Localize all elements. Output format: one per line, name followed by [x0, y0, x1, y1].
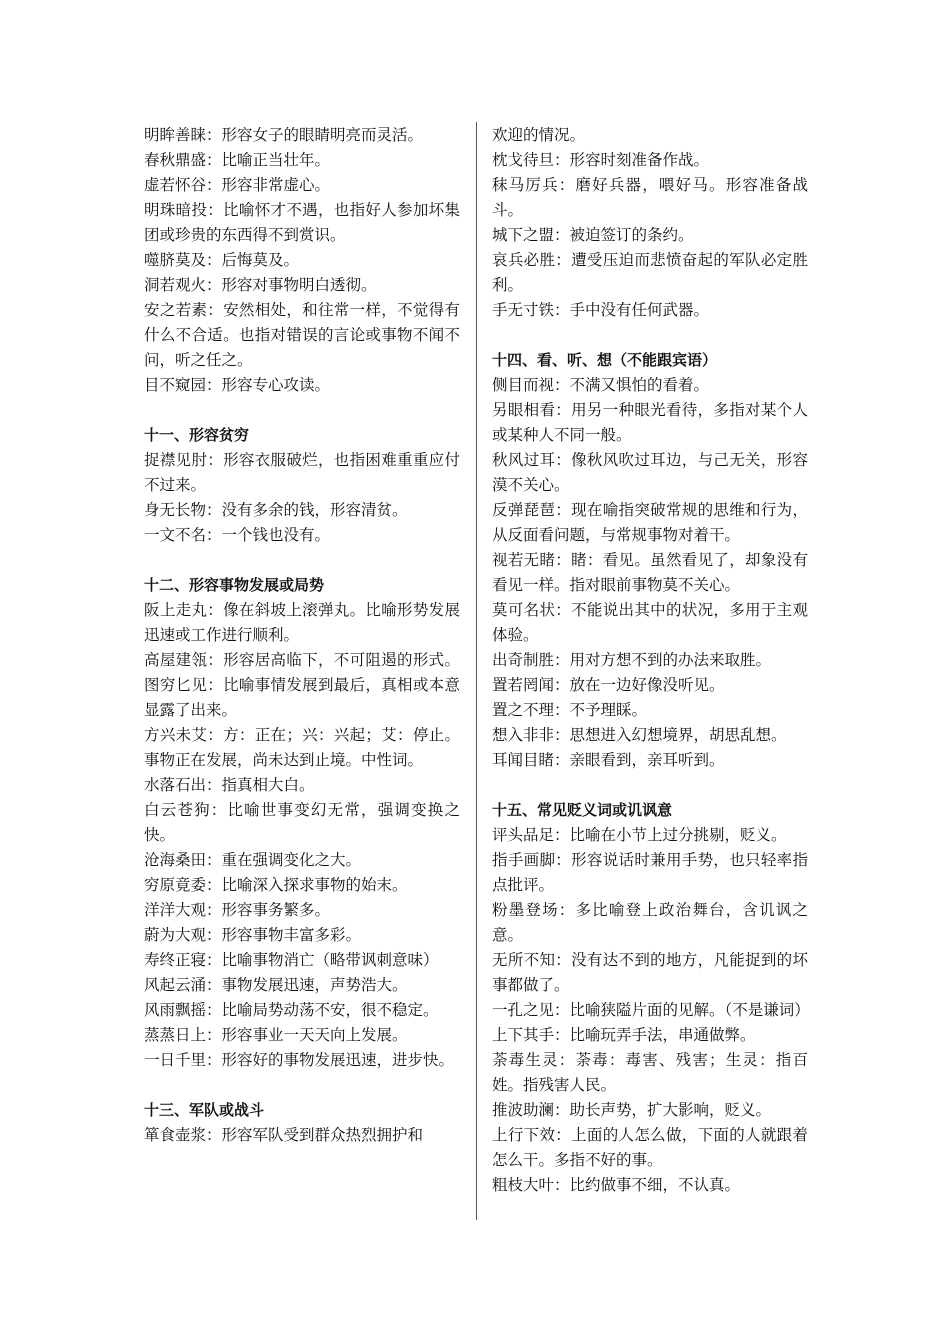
- idiom-entry: 风雨飘摇：比喻局势动荡不安，很不稳定。: [144, 1001, 439, 1019]
- section-heading: 十四、看、听、想（不能跟宾语）: [492, 351, 718, 369]
- idiom-entry: 想入非非：思想进入幻想境界，胡思乱想。: [492, 726, 787, 744]
- idiom-entry: 一日千里：形容好的事物发展迅速，进步快。: [144, 1051, 455, 1069]
- idiom-entry: 身无长物：没有多余的钱，形容清贫。: [144, 501, 408, 519]
- idiom-entry: 洋洋大观：形容事务繁多。: [144, 901, 331, 919]
- section-heading: 十二、形容事物发展或局势: [144, 576, 325, 594]
- idiom-entry: 寿终正寝：比喻事物消亡（略带讽刺意味）: [144, 951, 439, 969]
- section-heading: 十五、常见贬义词或讥讽意: [492, 801, 673, 819]
- idiom-entry: 手无寸铁：手中没有任何武器。: [492, 301, 710, 319]
- idiom-entry: 秣马厉兵：磨好兵器，喂好马。形容准备战斗。: [492, 176, 808, 219]
- idiom-entry: 哀兵必胜：遭受压迫而悲愤奋起的军队必定胜利。: [492, 251, 808, 294]
- idiom-entry: 欢迎的情况。: [492, 126, 586, 144]
- idiom-entry: 风起云涌：事物发展迅速，声势浩大。: [144, 976, 408, 994]
- idiom-entry: 捉襟见肘：形容衣服破烂，也指困难重重应付不过来。: [144, 451, 460, 494]
- idiom-entry: 白云苍狗：比喻世事变幻无常，强调变换之快。: [144, 801, 460, 844]
- right-column: [492, 123, 808, 1198]
- idiom-entry: 阪上走丸：像在斜坡上滚弹丸。比喻形势发展迅速或工作进行顺利。: [144, 601, 460, 644]
- idiom-entry: 另眼相看：用另一种眼光看待，多指对某个人或某种人不同一般。: [492, 401, 808, 444]
- section-heading: 十一、形容贫穷: [144, 426, 250, 444]
- idiom-entry: 侧目而视：不满又惧怕的看着。: [492, 376, 710, 394]
- column-divider: [476, 122, 477, 1220]
- idiom-entry: 春秋鼎盛：比喻正当壮年。: [144, 151, 331, 169]
- idiom-entry: 出奇制胜：用对方想不到的办法来取胜。: [492, 651, 772, 669]
- idiom-entry: 耳闻目睹：亲眼看到，亲耳听到。: [492, 751, 725, 769]
- idiom-entry: 莫可名状：不能说出其中的状况，多用于主观体验。: [492, 601, 808, 644]
- idiom-entry: 反弹琵琶：现在喻指突破常规的思维和行为，从反面看问题，与常规事物对着干。: [492, 501, 808, 544]
- idiom-entry: 穷原竟委：比喻深入探求事物的始末。: [144, 876, 408, 894]
- idiom-entry: 无所不知：没有达不到的地方，凡能捉到的坏事都做了。: [492, 951, 808, 994]
- idiom-entry: 上行下效：上面的人怎么做，下面的人就跟着怎么干。多指不好的事。: [492, 1126, 808, 1169]
- idiom-entry: 虚若怀谷：形容非常虚心。: [144, 176, 331, 194]
- idiom-entry: 一文不名：一个钱也没有。: [144, 526, 331, 544]
- idiom-entry: 一孔之见：比喻狭隘片面的见解。（不是谦词）: [492, 1001, 810, 1019]
- idiom-entry: 沧海桑田：重在强调变化之大。: [144, 851, 362, 869]
- idiom-entry: 明珠暗投：比喻怀才不遇，也指好人参加坏集团或珍贵的东西得不到赏识。: [144, 201, 460, 244]
- idiom-entry: 洞若观火：形容对事物明白透彻。: [144, 276, 377, 294]
- idiom-entry: 粗枝大叶：比约做事不细，不认真。: [492, 1176, 741, 1194]
- idiom-entry: 方兴未艾：方：正在；兴：兴起；艾：停止。事物正在发展，尚未达到止境。中性词。: [144, 726, 460, 769]
- idiom-entry: 上下其手：比喻玩弄手法，串通做弊。: [492, 1026, 756, 1044]
- idiom-entry: 目不窥园：形容专心攻读。: [144, 376, 331, 394]
- idiom-entry: 粉墨登场：多比喻登上政治舞台，含讥讽之意。: [492, 901, 808, 944]
- idiom-entry: 指手画脚：形容说话时兼用手势，也只轻率指点批评。: [492, 851, 808, 894]
- idiom-entry: 高屋建瓴：形容居高临下，不可阻遏的形式。图穷匕见：比喻事情发展到最后，真相或本意显露了出来。: [144, 651, 460, 719]
- idiom-entry: 置之不理：不予理睬。: [492, 701, 648, 719]
- idiom-entry: 安之若素：安然相处，和往常一样，不觉得有什么不合适。也指对错误的言论或事物不闻不问，听之任之。: [144, 301, 460, 369]
- left-column: [144, 123, 460, 1148]
- idiom-entry: 城下之盟：被迫签订的条约。: [492, 226, 694, 244]
- idiom-entry: 视若无睹：睹：看见。虽然看见了，却象没有看见一样。指对眼前事物莫不关心。: [492, 551, 808, 594]
- section-heading: 十三、军队或战斗: [144, 1101, 265, 1119]
- idiom-entry: 明眸善睐：形容女子的眼睛明亮而灵活。: [144, 126, 424, 144]
- idiom-entry: 箪食壶浆：形容军队受到群众热烈拥护和: [144, 1126, 424, 1144]
- idiom-entry: 置若罔闻：放在一边好像没听见。: [492, 676, 725, 694]
- idiom-entry: 蒸蒸日上：形容事业一天天向上发展。: [144, 1026, 408, 1044]
- idiom-entry: 水落石出：指真相大白。: [144, 776, 315, 794]
- idiom-entry: 推波助澜：助长声势，扩大影响，贬义。: [492, 1101, 772, 1119]
- idiom-entry: 蔚为大观：形容事物丰富多彩。: [144, 926, 362, 944]
- idiom-entry: 评头品足：比喻在小节上过分挑剔，贬义。: [492, 826, 787, 844]
- idiom-entry: 秋风过耳：像秋风吹过耳边，与己无关，形容漠不关心。: [492, 451, 808, 494]
- idiom-entry: 枕戈待旦：形容时刻准备作战。: [492, 151, 710, 169]
- idiom-entry: 噬脐莫及：后悔莫及。: [144, 251, 300, 269]
- idiom-entry: 荼毒生灵：荼毒：毒害、残害；生灵：指百姓。指残害人民。: [492, 1051, 808, 1094]
